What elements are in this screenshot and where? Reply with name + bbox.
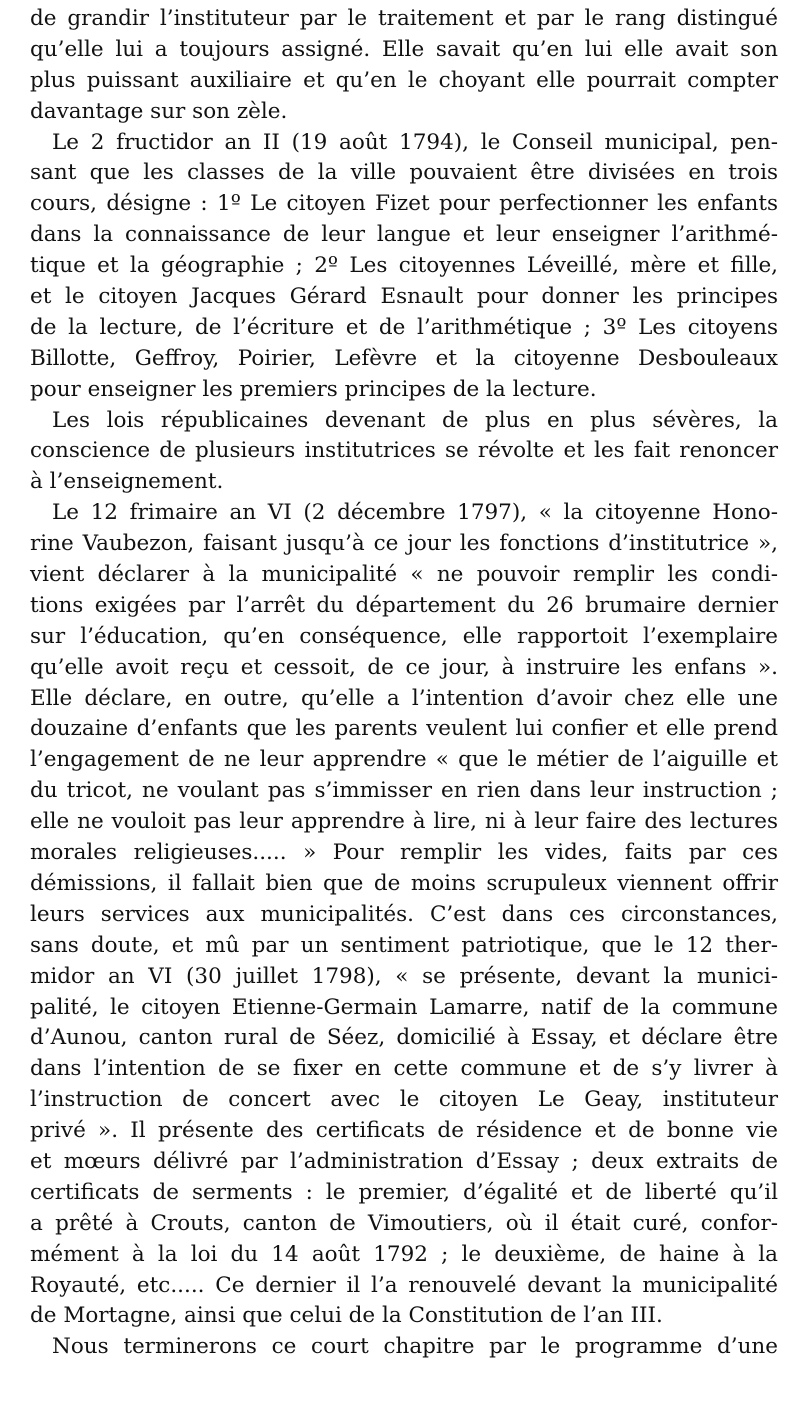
text-line: dans l’intention de se fixer en cette commune et de s’y livrer à [30, 1056, 778, 1082]
text-line: et le citoyen Jacques Gérard Esnault pour donner les principes [30, 284, 778, 310]
text-line: plus puissant auxiliaire et qu’en le choyant elle pourrait compter [30, 67, 778, 93]
text-line: douzaine d’enfants que les parents veulent lui confier et elle prend [30, 716, 778, 742]
text-line: dans la connaissance de leur langue et leur enseigner l’arithmé- [30, 222, 778, 248]
text-line: l’engagement de ne leur apprendre « que le métier de l’aiguille et [30, 747, 778, 773]
text-line: Le 2 fructidor an II (19 août 1794), le Conseil municipal, pen- [52, 129, 778, 155]
text-line: a prêté à Crouts, canton de Vimoutiers, où il était curé, confor- [30, 1210, 778, 1236]
text-line: Billotte, Geffroy, Poirier, Lefèvre et la citoyenne Desbouleaux [30, 345, 778, 371]
document-page [30, 4, 778, 1363]
text-line: privé ». Il présente des certificats de résidence et de bonne vie [30, 1118, 778, 1144]
text-line: elle ne vouloit pas leur apprendre à lire, ni à leur faire des lectures [30, 809, 778, 835]
text-line: Le 12 frimaire an VI (2 décembre 1797), « la citoyenne Hono- [52, 500, 778, 526]
text-line: leurs services aux municipalités. C’est dans ces circonstances, [30, 901, 778, 927]
text-line: qu’elle avoit reçu et cessoit, de ce jour, à instruire les enfans ». [30, 654, 778, 680]
text-line: qu’elle lui a toujours assigné. Elle savait qu’en lui elle avait son [30, 36, 778, 62]
text-line: Royauté, etc..... Ce dernier il l’a renouvelé devant la municipalité [30, 1272, 778, 1298]
text-line: de Mortagne, ainsi que celui de la Constitution de l’an III. [30, 1303, 663, 1329]
text-line: à l’enseignement. [30, 469, 224, 495]
text-line: vient déclarer à la municipalité « ne pouvoir remplir les condi- [30, 562, 778, 588]
text-line: et mœurs délivré par l’administration d’Essay ; deux extraits de [30, 1148, 778, 1174]
text-line: conscience de plusieurs institutrices se révolte et les fait renoncer [30, 438, 778, 464]
text-line: rine Vaubezon, faisant jusqu’à ce jour les fonctions d’institutrice », [30, 531, 778, 557]
text-line: sans doute, et mû par un sentiment patriotique, que le 12 ther- [30, 932, 778, 958]
text-line: pour enseigner les premiers principes de la lecture. [30, 376, 597, 402]
text-line: tions exigées par l’arrêt du département du 26 brumaire dernier [30, 592, 778, 618]
text-line: l’instruction de concert avec le citoyen Le Geay, instituteur [30, 1087, 778, 1113]
text-line: davantage sur son zèle. [30, 98, 288, 124]
text-line: Elle déclare, en outre, qu’elle a l’intention d’avoir chez elle une [30, 685, 778, 711]
text-line: mément à la loi du 14 août 1792 ; le deuxième, de haine à la [30, 1241, 778, 1267]
text-line: démissions, il fallait bien que de moins scrupuleux viennent offrir [30, 870, 778, 896]
text-line: sant que les classes de la ville pouvaient être divisées en trois [30, 160, 778, 186]
text-line: tique et la géographie ; 2º Les citoyennes Léveillé, mère et fille, [30, 253, 778, 279]
text-line: sur l’éducation, qu’en conséquence, elle rapportoit l’exemplaire [30, 623, 778, 649]
text-line: du tricot, ne voulant pas s’immisser en rien dans leur instruction ; [30, 778, 778, 804]
text-line: Nous terminerons ce court chapitre par le programme d’une [52, 1334, 778, 1360]
text-line: de grandir l’instituteur par le traitement et par le rang distingué [30, 6, 778, 31]
text-line: d’Aunou, canton rural de Séez, domicilié à Essay, et déclare être [30, 1025, 778, 1051]
text-line: certificats de serments : le premier, d’égalité et de liberté qu’il [30, 1179, 778, 1205]
text-line: palité, le citoyen Etienne-Germain Lamarre, natif de la commune [30, 994, 778, 1020]
text-line: morales religieuses..... » Pour remplir les vides, faits par ces [30, 840, 778, 866]
text-line: Les lois républicaines devenant de plus en plus sévères, la [52, 407, 778, 433]
text-line: midor an VI (30 juillet 1798), « se présente, devant la munici- [30, 963, 778, 989]
text-line: cours, désigne : 1º Le citoyen Fizet pour perfectionner les enfants [30, 191, 778, 217]
text-line: de la lecture, de l’écriture et de l’arithmétique ; 3º Les citoyens [30, 314, 778, 340]
